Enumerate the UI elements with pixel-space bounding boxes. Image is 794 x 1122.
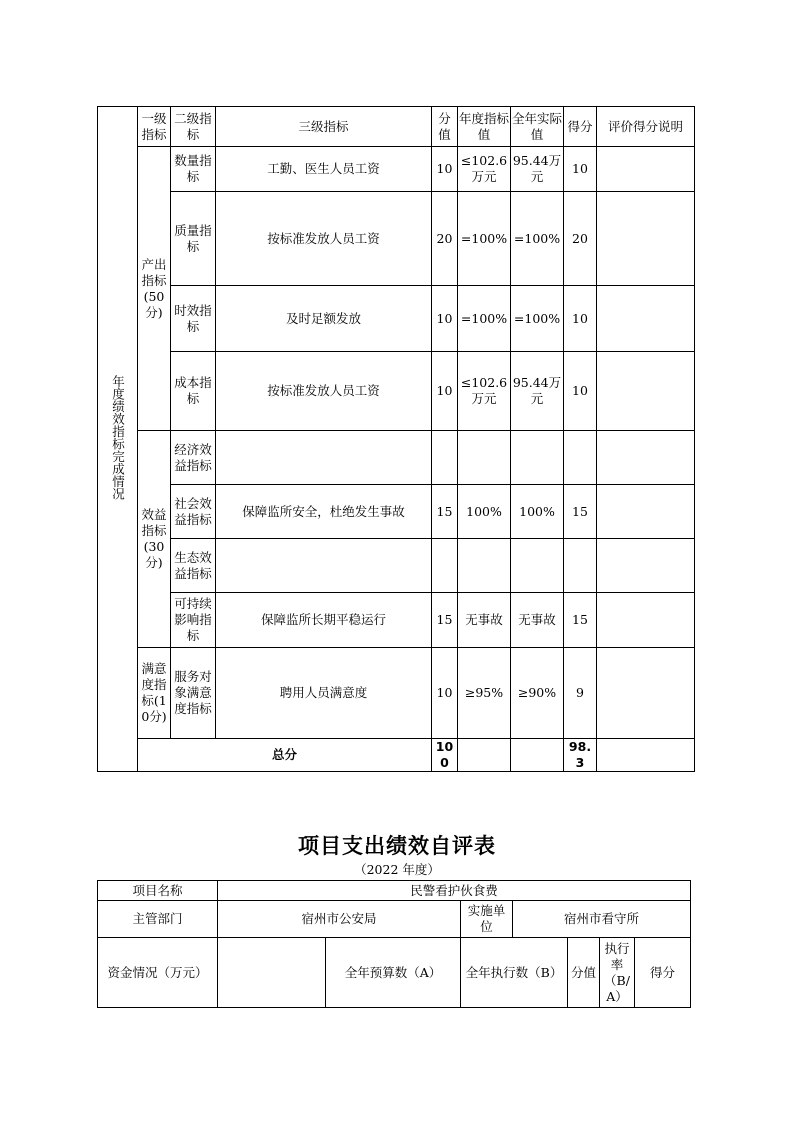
row-note [597,192,695,286]
row-level3: 及时足额发放 [216,286,432,352]
row-target: ≤102.6万元 [458,352,511,431]
dept-label: 主管部门 [98,901,218,938]
row-note [597,485,695,539]
header-explanation: 评价得分说明 [597,107,695,147]
row-target: ≥95% [458,648,511,739]
row-level2: 时效指标 [171,286,216,352]
row-level2: 生态效益指标 [171,539,216,593]
funds-empty [218,938,326,1008]
row-weight: 10 [432,352,458,431]
header-level3: 三级指标 [216,107,432,147]
row-level3: 工勤、医生人员工资 [216,147,432,192]
dimension-label: 年度绩效指标完成情况 [110,374,126,500]
row-note [597,431,695,485]
row-note [597,286,695,352]
dept-value: 宿州市公安局 [218,901,461,938]
header-level2: 二级指标 [171,107,216,147]
executed-label: 全年执行数（B） [461,938,568,1008]
row-level2: 社会效益指标 [171,485,216,539]
row-actual: ≥90% [511,648,564,739]
total-label: 总分 [138,739,432,772]
row-score: 9 [564,648,597,739]
row-weight: 20 [432,192,458,286]
row-target: =100% [458,192,511,286]
row-note [597,593,695,648]
row-actual: 95.44万元 [511,352,564,431]
group-output: 产出指标(50分) [138,147,171,431]
row-weight: 10 [432,286,458,352]
row-weight: 10 [432,147,458,192]
total-actual-empty [511,739,564,772]
performance-indicator-table [97,106,695,772]
score-label: 得分 [635,938,691,1008]
row-target [458,539,511,593]
row-level3: 保障监所长期平稳运行 [216,593,432,648]
header-score: 得分 [564,107,597,147]
row-weight [432,431,458,485]
row-actual: 100% [511,485,564,539]
project-expenditure-table [97,880,691,1008]
total-target-empty [458,739,511,772]
row-level2: 成本指标 [171,352,216,431]
row-level3 [216,431,432,485]
budget-label: 全年预算数（A） [326,938,461,1008]
row-level2: 数量指标 [171,147,216,192]
row-weight: 15 [432,593,458,648]
row-level3: 按标准发放人员工资 [216,352,432,431]
row-score: 10 [564,352,597,431]
group-satisfaction: 满意度指标(10分) [138,648,171,739]
row-actual: =100% [511,286,564,352]
row-score: 15 [564,593,597,648]
row-note [597,147,695,192]
row-note [597,648,695,739]
row-score: 15 [564,485,597,539]
dimension-label-cell [98,107,138,772]
row-score: 20 [564,192,597,286]
row-target: 100% [458,485,511,539]
form-subtitle: （2022 年度） [354,862,440,877]
project-name-label: 项目名称 [98,881,218,901]
group-benefit: 效益指标(30分) [138,431,171,648]
row-level2: 经济效益指标 [171,431,216,485]
unit-label: 实施单位 [461,901,513,938]
row-level2: 可持续影响指标 [171,593,216,648]
row-note [597,352,695,431]
row-actual: 95.44万元 [511,147,564,192]
row-level3 [216,539,432,593]
header-actual-value: 全年实际值 [511,107,564,147]
total-score: 98.3 [564,739,597,772]
row-level2: 质量指标 [171,192,216,286]
project-name-value: 民警看护伙食费 [218,881,691,901]
row-target: ≤102.6万元 [458,147,511,192]
row-actual [511,539,564,593]
row-target: =100% [458,286,511,352]
row-level2: 服务对象满意度指标 [171,648,216,739]
row-weight: 15 [432,485,458,539]
unit-value: 宿州市看守所 [513,901,691,938]
header-annual-target: 年度指标值 [458,107,511,147]
rate-label: 执行率（B/A） [600,938,635,1008]
row-target: 无事故 [458,593,511,648]
row-actual: =100% [511,192,564,286]
row-weight: 10 [432,648,458,739]
row-weight [432,539,458,593]
row-score [564,539,597,593]
row-note [597,539,695,593]
form-title: 项目支出绩效自评表 [298,834,496,858]
header-level1: 一级指标 [138,107,171,147]
row-level3: 聘用人员满意度 [216,648,432,739]
row-level3: 保障监所安全，杜绝发生事故 [216,485,432,539]
row-score [564,431,597,485]
weight-label: 分值 [568,938,600,1008]
row-level3: 按标准发放人员工资 [216,192,432,286]
row-actual: 无事故 [511,593,564,648]
total-weight: 100 [432,739,458,772]
row-actual [511,431,564,485]
header-weight: 分值 [432,107,458,147]
row-score: 10 [564,286,597,352]
row-score: 10 [564,147,597,192]
funds-label: 资金情况（万元） [98,938,218,1008]
row-target [458,431,511,485]
total-note-empty [597,739,695,772]
